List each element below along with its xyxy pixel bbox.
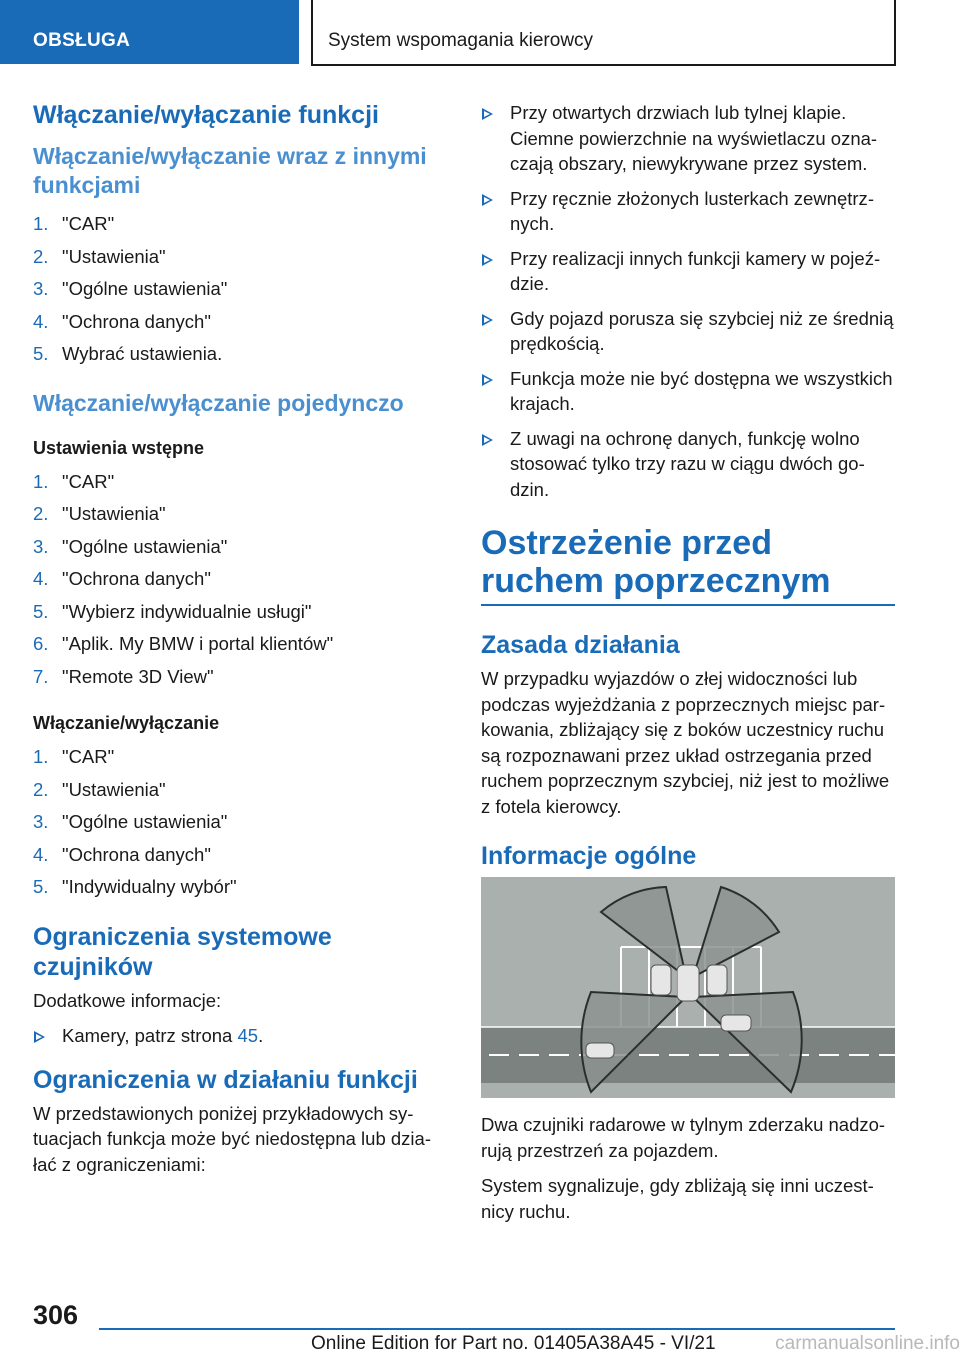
triangle-bullet-icon [482, 254, 493, 266]
list-item: Gdy pojazd porusza się szybciej niż ze średnią prędkością. [481, 306, 895, 357]
heading-sensor-limits: Ograniczenia systemowe czujników [33, 922, 332, 981]
list-item: 5. "Indywidualny wybór" [33, 876, 237, 897]
list-item: Z uwagi na ochronę danych, funkcję wolno stosować tylko trzy razu w ciągu dwóch godzin. [481, 426, 895, 503]
list-item: 3. "Ogólne ustawienia" [33, 278, 228, 299]
cross-traffic-illustration [481, 877, 895, 1098]
list-item: 2. "Ustawienia" [33, 503, 166, 524]
list-item: 3. "Ogólne ustawienia" [33, 811, 228, 832]
function-limits-text: W przedstawionych poniżej przykładowych sytuacjach funkcja może być niedostępna lub działać z ograniczeniami: [33, 1102, 431, 1175]
edition-text: Online Edition for Part no. 01405A38A45 - VI/21 [311, 1333, 716, 1354]
list-item: 1. "CAR" [33, 470, 115, 492]
right-column [481, 100, 895, 1234]
list-item: 2. "Ustawienia" [33, 245, 166, 267]
watermark: carmanualsonline.info [775, 1333, 960, 1354]
triangle-bullet-icon [34, 1031, 45, 1043]
principle-text: W przypadku wyjazdów o złej widoczności lub podczas wyjeżdżania z poprzecznych miejsc parkowania, zbliżający się z boków uczestnicy ruchu są rozpoznawani przez układ ostrzegania przed ruchem poprzecznym szybciej, niż jest to możliwe z fotela kierowcy. [481, 668, 890, 817]
heading-toggle-function: Włączanie/wyłączanie funkcji [33, 101, 379, 129]
list-item: 5. Wybrać ustawienia. [33, 343, 223, 364]
list-item: 4. "Ochrona danych" [33, 843, 211, 865]
list-item: 1. "CAR" [33, 213, 115, 234]
heading-function-limits: Ograniczenia w działaniu funkcji [33, 1065, 418, 1094]
list-item: 7. "Remote 3D View" [33, 665, 214, 687]
chapter-title: System wspomagania kierowcy [328, 30, 594, 51]
heading-general-info: Informacje ogólne [481, 842, 697, 870]
list-item: 5. "Wybierz indywidualnie usługi" [33, 600, 312, 622]
list-item: 4. "Ochrona danych" [33, 310, 211, 332]
list-item: 2. "Ustawienia" [33, 778, 166, 800]
heading-toggle-single: Włączanie/wyłączanie pojedynczo [33, 389, 404, 416]
list-item: 4. "Ochrona danych" [33, 568, 211, 589]
list-item: 6. "Aplik. My BMW i portal klientów" [33, 633, 334, 654]
list-item: Kamery, patrz strona 45. [33, 1023, 443, 1049]
more-info-list [33, 1023, 443, 1049]
triangle-bullet-icon [482, 314, 493, 326]
list-item: Przy otwartych drzwiach lub tylnej klapie. Ciemne powierzchnie na wyświetlaczu oznaczają obszary, niewykrywane przez system. [481, 100, 895, 177]
more-info-text: Dodatkowe informacje: [33, 989, 222, 1011]
triangle-bullet-icon [482, 374, 493, 386]
heading-principle: Zasada działania [481, 631, 680, 659]
triangle-bullet-icon [482, 434, 493, 446]
page-number: 306 [33, 1300, 79, 1330]
list-item: Przy realizacji innych funkcji kamery w pojeździe. [481, 246, 895, 297]
header-right-rule [894, 0, 896, 66]
list-item: Przy ręcznie złożonych lusterkach zewnętrznych. [481, 186, 895, 237]
section-tab: OBSŁUGA [0, 0, 299, 64]
steps-list-2 [33, 466, 443, 694]
heading-presets: Ustawienia wstępne [33, 437, 205, 458]
left-column [33, 100, 443, 1187]
caption-signal: System sygnalizuje, gdy zbliżają się inni uczestnicy ruchu. [481, 1175, 874, 1222]
page-link[interactable]: 45 [237, 1025, 259, 1046]
footer-rule [99, 1328, 895, 1330]
heading-onoff: Włączanie/wyłączanie [33, 713, 220, 733]
heading-rule [481, 604, 895, 606]
main-heading: Ostrzeżenie przed ruchem poprzecznym [481, 524, 831, 600]
steps-list-3 [33, 741, 443, 904]
list-item: Funkcja może nie być dostępna we wszystkich krajach. [481, 366, 895, 417]
caption-radar: Dwa czujniki radarowe w tylnym zderzaku nadzorują przestrzeń za pojazdem. [481, 1114, 886, 1161]
header-separator [311, 0, 313, 64]
heading-toggle-with-others: Włączanie/wyłączanie wraz z innymi funkcjami [33, 143, 427, 198]
triangle-bullet-icon [482, 194, 493, 206]
limitations-list [481, 100, 895, 502]
triangle-bullet-icon [482, 108, 493, 120]
steps-list-1 [33, 208, 443, 371]
list-item: 1. "CAR" [33, 746, 115, 767]
header-rule [311, 64, 895, 66]
list-item: 3. "Ogólne ustawienia" [33, 535, 228, 557]
